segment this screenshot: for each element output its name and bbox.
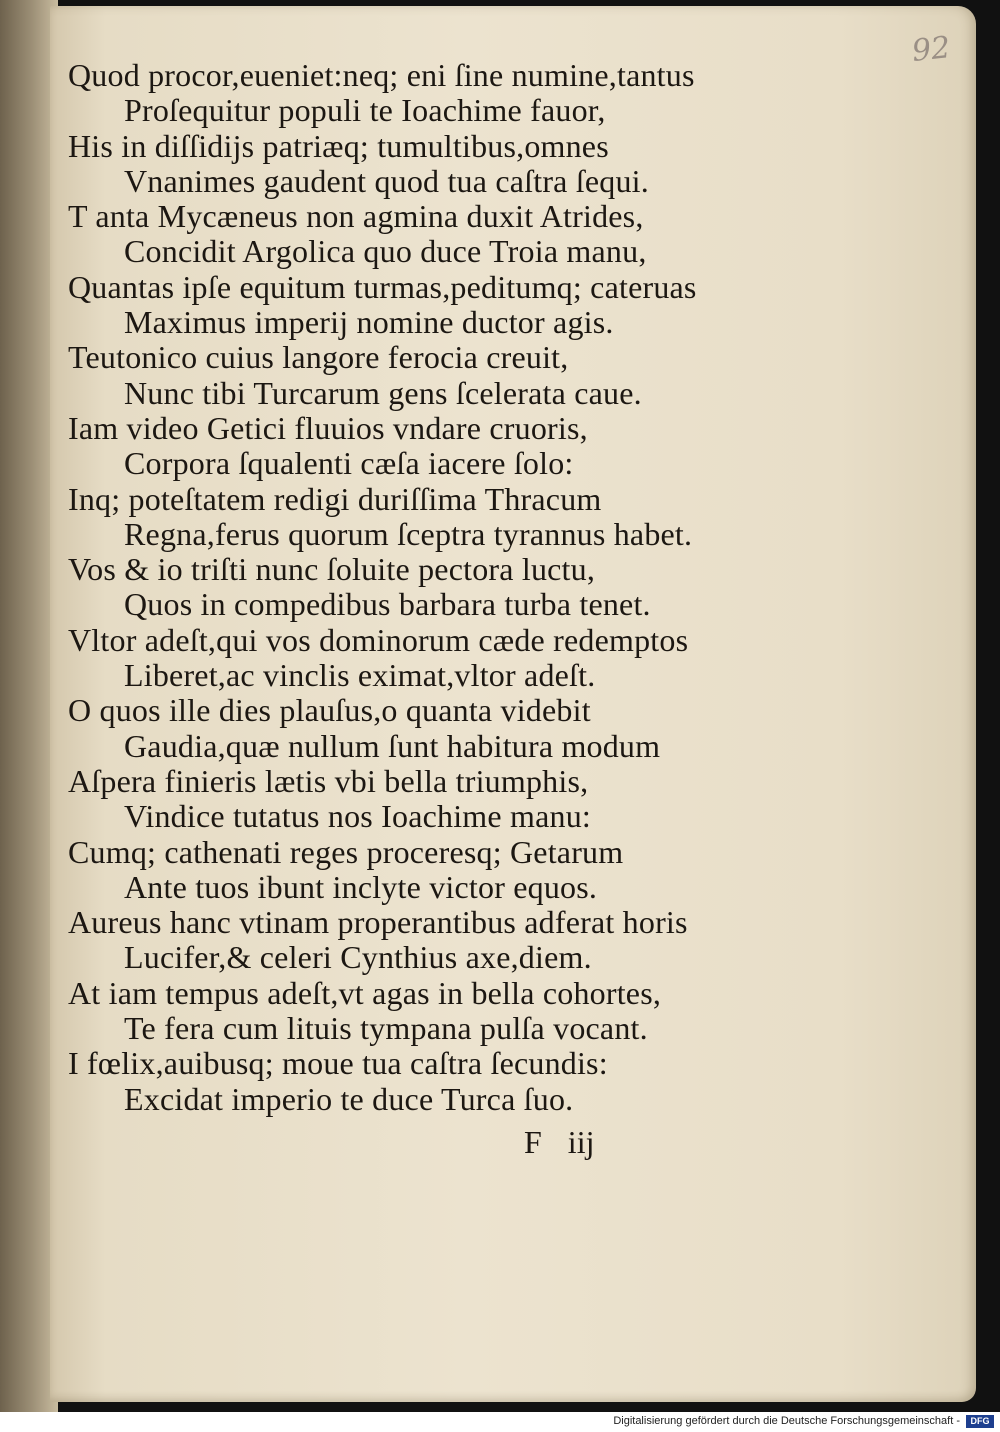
footer-credit: Digitalisierung gefördert durch die Deutsche Forschungsgemeinschaft - bbox=[613, 1415, 960, 1427]
verse-line: Proſequitur populi te Ioachime fauor, bbox=[124, 92, 606, 129]
verse-line: Aſpera finieris lætis vbi bella triumphis, bbox=[68, 762, 589, 799]
verse-line: O quos ille dies plauſus,o quanta videbit bbox=[68, 692, 591, 729]
verse-line: Quantas ipſe equitum turmas,peditumq; cateruas bbox=[68, 268, 697, 305]
verse-line: Teutonico cuius langore ferocia creuit, bbox=[68, 339, 569, 376]
verse-line: I fœlix,auibusq; moue tua caſtra ſecundis: bbox=[68, 1045, 608, 1082]
dfg-logo-icon: DFG bbox=[966, 1415, 994, 1428]
verse-line: At iam tempus adeſt,vt agas in bella cohortes, bbox=[68, 974, 662, 1011]
verse-line: Maximus imperij nomine ductor agis. bbox=[124, 304, 614, 341]
verse-line: Vnanimes gaudent quod tua caſtra ſequi. bbox=[124, 162, 649, 199]
book-page bbox=[50, 6, 976, 1402]
verse-text bbox=[68, 58, 948, 1117]
verse-line: Vltor adeſt,qui vos dominorum cæde redemptos bbox=[68, 621, 689, 658]
verse-line: Regna,ferus quorum ſceptra tyrannus habet. bbox=[124, 515, 693, 552]
verse-line: Liberet,ac vinclis eximat,vltor adeſt. bbox=[124, 657, 596, 694]
verse-line: Ante tuos ibunt inclyte victor equos. bbox=[124, 868, 598, 905]
folio-number: 92 bbox=[910, 30, 952, 69]
verse-line: T anta Mycæneus non agmina duxit Atrides, bbox=[68, 198, 644, 235]
verse-line: Te fera cum lituis tympana pulſa vocant. bbox=[124, 1010, 648, 1047]
verse-line: Inq; poteſtatem redigi duriſſima Thracum bbox=[68, 480, 602, 517]
verse-line: Gaudia,quæ nullum ſunt habitura modum bbox=[124, 727, 661, 764]
verse-line: Concidit Argolica quo duce Troia manu, bbox=[124, 233, 647, 270]
verse-line: His in diſſidijs patriæq; tumultibus,omnes bbox=[68, 127, 609, 164]
verse-line: Nunc tibi Turcarum gens ſcelerata caue. bbox=[124, 374, 642, 411]
signature-mark: F iij bbox=[524, 1124, 595, 1160]
verse-line: Lucifer,& celeri Cynthius axe,diem. bbox=[124, 939, 592, 976]
verse-line: Iam video Getici fluuios vndare cruoris, bbox=[68, 409, 588, 446]
footer-bar bbox=[0, 1412, 1000, 1432]
verse-line: Excidat imperio te duce Turca ſuo. bbox=[124, 1080, 574, 1117]
verse-line: Cumq; cathenati reges proceresq; Getarum bbox=[68, 833, 624, 870]
verse-line: Vos & io triſti nunc ſoluite pectora luctu, bbox=[68, 551, 596, 588]
verse-line: Corpora ſqualenti cæſa iacere ſolo: bbox=[124, 445, 574, 482]
verse-line: Quod procor,eueniet:neq; eni ſine numine,tantus bbox=[68, 57, 695, 93]
verse-line: Vindice tutatus nos Ioachime manu: bbox=[124, 798, 591, 835]
verse-line: Aureus hanc vtinam properantibus adferat horis bbox=[68, 904, 688, 941]
verse-line: Quos in compedibus barbara turba tenet. bbox=[124, 586, 651, 623]
